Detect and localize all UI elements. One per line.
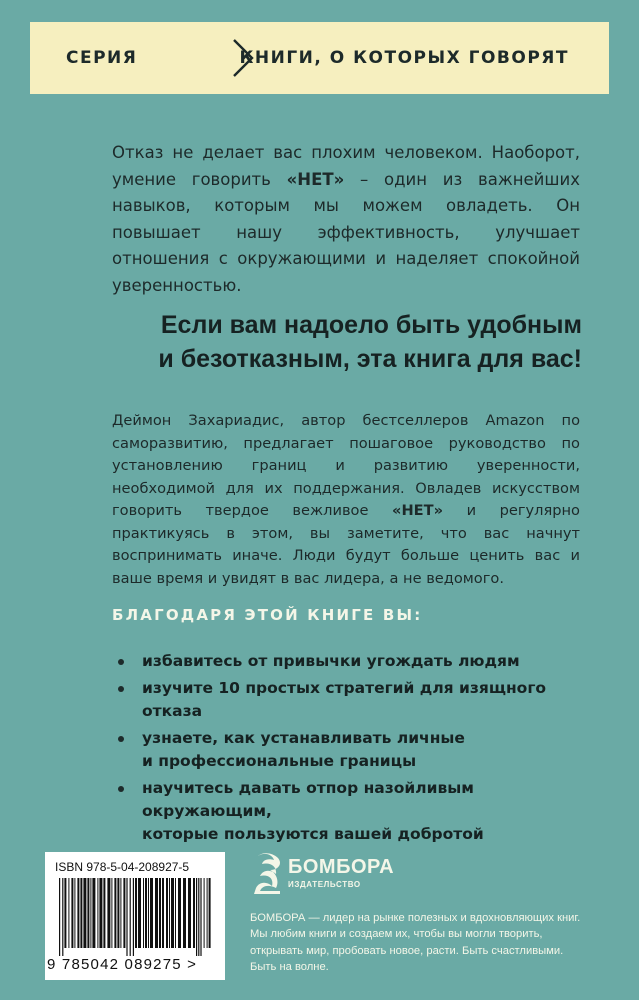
barcode-bar bbox=[169, 878, 170, 948]
barcode-bar bbox=[188, 878, 191, 948]
series-banner bbox=[30, 22, 609, 94]
bullet-icon bbox=[118, 659, 124, 665]
barcode-bar bbox=[68, 878, 69, 948]
headline-line-2: и безотказным, эта книга для вас! bbox=[158, 345, 582, 373]
barcode-bar bbox=[133, 878, 134, 956]
series-title: КНИГИ, О КОТОРЫХ ГОВОРЯТ bbox=[239, 48, 569, 68]
barcode-bar bbox=[207, 878, 208, 948]
barcode-bar bbox=[97, 878, 98, 948]
barcode-bar bbox=[148, 878, 149, 948]
barcode-bar bbox=[74, 878, 75, 948]
barcode-bar bbox=[193, 878, 195, 948]
barcode-bar bbox=[171, 878, 174, 948]
series-label: СЕРИЯ bbox=[66, 48, 138, 68]
barcode-bar bbox=[183, 878, 186, 948]
barcode-bar bbox=[175, 878, 176, 948]
bullet-icon bbox=[118, 786, 124, 792]
barcode-icon bbox=[57, 878, 215, 956]
bullet-icon bbox=[118, 686, 124, 692]
barcode-bar bbox=[209, 878, 211, 948]
barcode-bar bbox=[126, 878, 127, 956]
intro-paragraph bbox=[112, 140, 580, 299]
barcode-bar bbox=[99, 878, 102, 948]
barcode-bar bbox=[135, 878, 137, 948]
headline bbox=[100, 308, 582, 376]
barcode-bar bbox=[92, 878, 95, 948]
barcode-bar bbox=[83, 878, 86, 948]
intro-text-before: Отказ не делает вас плохим человеком. Наоборот, умение говорить bbox=[112, 143, 580, 189]
benefits-list bbox=[112, 650, 592, 850]
barcode-bar bbox=[166, 878, 168, 948]
list-item bbox=[112, 650, 592, 673]
barcode-bar bbox=[87, 878, 89, 948]
barcode-bar bbox=[162, 878, 164, 948]
barcode-bar bbox=[143, 878, 144, 948]
list-item-text: научитесь давать отпор назойливым окружающим, bbox=[142, 779, 474, 820]
barcode-bar bbox=[178, 878, 181, 948]
intro-highlight: «НЕТ» bbox=[286, 169, 345, 189]
barcode-bar bbox=[111, 878, 112, 948]
bullet-icon bbox=[118, 736, 124, 742]
barcode-bar bbox=[90, 878, 91, 948]
barcode-bar bbox=[77, 878, 79, 948]
barcode-bar bbox=[155, 878, 158, 948]
barcode-bar bbox=[130, 878, 131, 956]
description-paragraph bbox=[112, 410, 580, 590]
description-text-before: Деймон Захариадис, автор бестселлеров Amazon по саморазвитию, предлагает пошаговое руководство по установлению границ и развитию уверенности, необходимой для их поддержания. Овладев искусством говорить твердое вежливое bbox=[112, 412, 580, 519]
barcode-bar bbox=[114, 878, 116, 948]
barcode-bar bbox=[200, 878, 201, 956]
headline-line-1: Если вам надоело быть удобным bbox=[160, 311, 582, 339]
publisher-subtitle: ИЗДАТЕЛЬСТВО bbox=[288, 880, 361, 889]
benefits-title: БЛАГОДАРЯ ЭТОЙ КНИГЕ ВЫ: bbox=[112, 606, 423, 624]
barcode-digits: 9 785042 089275 > bbox=[47, 956, 198, 973]
barcode-bar bbox=[198, 878, 199, 956]
barcode-bar bbox=[71, 878, 73, 948]
barcode-bar bbox=[120, 878, 121, 948]
barcode-bar bbox=[59, 878, 60, 956]
barcode-bar bbox=[107, 878, 110, 948]
description-highlight: «НЕТ» bbox=[392, 502, 444, 519]
description-text-after: и регулярно практикуясь в этом, вы заметите, что вас начнут воспринимать иначе. Люди будут больше ценить вас и ваше время и увидят в вас лидера, а не ведомого. bbox=[112, 502, 580, 587]
barcode-bar bbox=[117, 878, 119, 948]
barcode-bar bbox=[64, 878, 66, 948]
barcode-bar bbox=[62, 878, 63, 956]
barcode-bar bbox=[138, 878, 141, 948]
list-item-text: избавитесь от привычки угождать людям bbox=[142, 652, 520, 670]
publisher-name: БОМБОРА bbox=[288, 856, 395, 878]
bombora-wave-logo-icon bbox=[250, 850, 290, 898]
isbn-text: ISBN 978-5-04-208927-5 bbox=[55, 860, 190, 874]
barcode-bar bbox=[150, 878, 153, 948]
barcode-bar bbox=[80, 878, 82, 948]
list-item bbox=[112, 777, 592, 846]
list-item-text: узнаете, как устанавливать личные bbox=[142, 729, 465, 747]
list-item-text-line-2: которые пользуются вашей добротой bbox=[142, 825, 484, 843]
list-item-text-line-2: и профессиональные границы bbox=[142, 752, 417, 770]
barcode-bar bbox=[103, 878, 105, 948]
barcode-bar bbox=[204, 878, 205, 948]
list-item-text: изучите 10 простых стратегий для изящного отказа bbox=[142, 679, 547, 720]
intro-text-after: – один из важнейших навыков, которым мы можем овладеть. Он повышает нашу эффективность, улучшает отношения с окружающими и наделяет спокойной уверенностью. bbox=[112, 169, 580, 295]
barcode-bar bbox=[159, 878, 161, 948]
barcode-bar bbox=[123, 878, 125, 948]
list-item bbox=[112, 727, 592, 773]
list-item bbox=[112, 677, 592, 723]
barcode-bar bbox=[145, 878, 147, 948]
barcode-block bbox=[45, 852, 225, 980]
barcode-bar bbox=[196, 878, 197, 956]
publisher-description: БОМБОРА — лидер на рынке полезных и вдохновляющих книг. Мы любим книги и создаем их, чтобы вы могли творить, открывать мир, пробовать новое, расти. Быть счастливыми. Быть на волне. bbox=[250, 912, 581, 973]
